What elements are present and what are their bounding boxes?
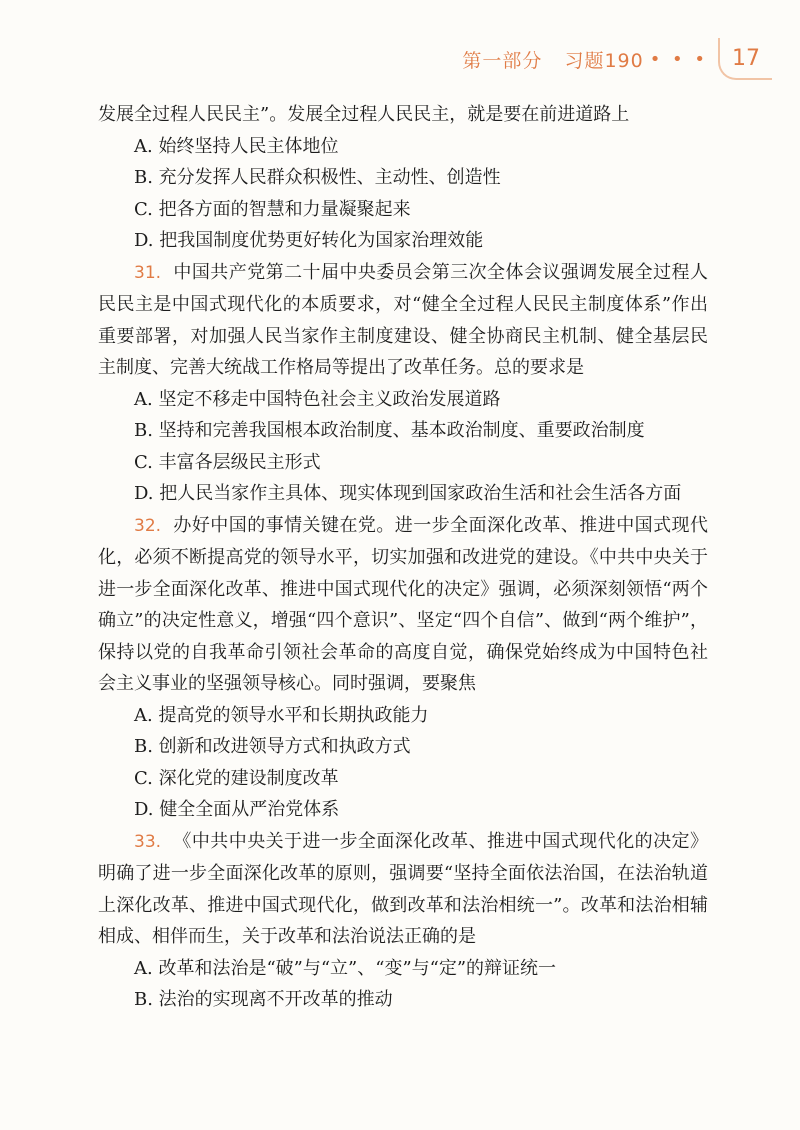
option-30-d: D. 把我国制度优势更好转化为国家治理效能: [134, 230, 484, 251]
page-number: 17: [732, 45, 760, 71]
question-31-number: 31.: [134, 262, 162, 283]
exercise-subtitle: 习题190: [564, 49, 644, 72]
page-content: [98, 99, 708, 1016]
option-33-a: A. 改革和法治是“破”与“立”、“变”与“定”的辩证统一: [134, 957, 557, 979]
option-32-c: C. 深化党的建设制度改革: [134, 767, 339, 789]
option-30-b: B. 充分发挥人民群众积极性、主动性、创造性: [134, 167, 501, 188]
page-number-box: [718, 38, 772, 80]
question-33-number: 33.: [134, 831, 162, 852]
option-32-b: B. 创新和改进领导方式和执政方式: [134, 736, 411, 757]
option-30-a: A. 始终坚持人民主体地位: [134, 135, 339, 157]
question-32: [98, 510, 708, 700]
option-31-c: C. 丰富各层级民主形式: [134, 451, 321, 473]
question-31: [98, 257, 708, 384]
option-31-b: B. 坚持和完善我国根本政治制度、基本政治制度、重要政治制度: [134, 420, 645, 441]
question-33: [98, 826, 708, 953]
question-31-stem: 中国共产党第二十届中央委员会第三次全体会议强调发展全过程人民民主是中国式现代化的本质要求，对“健全全过程人民民主制度体系”作出重要部署，对加强人民当家作主制度建设、健全协商民主机制、健全基层民主制度、完善大统战工作格局等提出了改革任务。总的要求是: [98, 261, 708, 378]
option-32-d: D. 健全全面从严治党体系: [134, 799, 340, 820]
question-32-stem: 办好中国的事情关键在党。进一步全面深化改革、推进中国式现代化，必须不断提高党的领导水平，切实加强和改进党的建设。《中共中央关于进一步全面深化改革、推进中国式现代化的决定》强调，必须深刻领悟“两个确立”的决定性意义，增强“四个意识”、坚定“四个自信”、做到“两个维护”，保持以党的自我革命引领社会革命的高度自觉，确保党始终成为中国特色社会主义事业的坚强领导核心。同时强调，要聚焦: [98, 514, 708, 694]
option-31-d: D. 把人民当家作主具体、现实体现到国家政治生活和社会生活各方面: [134, 483, 682, 504]
option-33-b: B. 法治的实现离不开改革的推动: [134, 989, 393, 1010]
section-title: 第一部分: [462, 49, 543, 72]
header-dots: • • •: [649, 48, 708, 70]
option-32-a: A. 提高党的领导水平和长期执政能力: [134, 704, 429, 726]
option-31-a: A. 坚定不移走中国特色社会主义政治发展道路: [134, 388, 501, 410]
option-30-c: C. 把各方面的智慧和力量凝聚起来: [134, 198, 411, 220]
question-33-stem: 《中共中央关于进一步全面深化改革、推进中国式现代化的决定》明确了进一步全面深化改革的原则，强调要“坚持全面依法治国，在法治轨道上深化改革、推进中国式现代化，做到改革和法治相统一”。改革和法治相辅相成、相伴而生，关于改革和法治说法正确的是: [98, 830, 708, 947]
question-32-number: 32.: [134, 515, 162, 536]
question-30-stem-continued: 发展全过程人民民主”。发展全过程人民民主，就是要在前进道路上: [98, 104, 630, 125]
page-header: [462, 38, 772, 80]
